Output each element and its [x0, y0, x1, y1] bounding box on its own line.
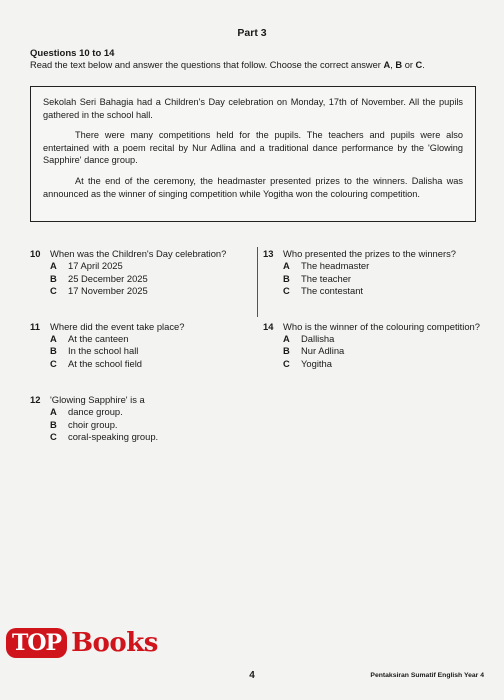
option-text: dance group. — [68, 406, 123, 417]
option-a[interactable] — [283, 333, 485, 346]
option-a[interactable] — [283, 260, 485, 273]
instruction-option-a: A — [383, 60, 391, 70]
option-letter: B — [283, 272, 290, 284]
option-letter: A — [283, 332, 290, 344]
question-text: 'Glowing Sapphire' is a — [50, 394, 145, 405]
option-c[interactable] — [50, 358, 255, 371]
instruction — [30, 60, 480, 70]
part-title: Part 3 — [237, 27, 267, 39]
logo-top-text: TOP — [6, 628, 67, 658]
option-letter: C — [283, 357, 290, 369]
option-letter: A — [50, 332, 57, 344]
option-text: The teacher — [301, 272, 352, 284]
question-number: 11 — [30, 320, 40, 332]
reading-passage — [30, 86, 476, 222]
question-number: 12 — [30, 394, 41, 405]
topbooks-logo — [6, 628, 158, 658]
option-text: At the canteen — [68, 332, 129, 344]
option-letter: B — [50, 418, 57, 430]
instruction-text: Read the text below and answer the questions that follow. Choose the correct answer — [30, 60, 384, 70]
option-c[interactable] — [50, 285, 255, 298]
option-text: At the school field — [68, 357, 143, 369]
book-title: Pentaksiran Sumatif English Year 4 — [370, 672, 484, 679]
option-letter: C — [50, 357, 57, 369]
instruction-option-b: B — [395, 60, 403, 70]
option-text: The headmaster — [301, 260, 370, 271]
question-number: 10 — [30, 248, 41, 259]
option-a[interactable] — [50, 406, 255, 419]
question-number: 14 — [263, 320, 274, 332]
option-letter: A — [50, 406, 57, 417]
question-text: Who presented the prizes to the winners? — [283, 248, 457, 259]
option-text: 17 November 2025 — [68, 285, 148, 296]
question-text: When was the Children's Day celebration? — [50, 248, 227, 259]
question-12 — [30, 394, 255, 444]
questions-right-column — [263, 248, 485, 384]
logo-books-text: Books — [71, 628, 158, 658]
option-text: coral-speaking group. — [68, 431, 159, 442]
instruction-end: . — [422, 60, 425, 70]
option-a[interactable] — [50, 260, 255, 273]
instruction-comma: , — [390, 60, 396, 70]
option-letter: B — [283, 345, 290, 356]
option-letter: B — [50, 272, 57, 284]
option-c[interactable] — [283, 358, 485, 371]
passage-paragraph-2: There were many competitions held for the pupils. The teachers and pupils were also entertained with a poem recital by Nur Adlina and a traditional dance performance by the 'Glowing Sapphire' dance group. — [43, 130, 463, 166]
question-14 — [263, 321, 485, 371]
option-text: Dallisha — [301, 332, 335, 344]
instruction-or: or — [402, 60, 416, 70]
option-b[interactable] — [283, 345, 485, 358]
option-letter: C — [283, 285, 290, 296]
question-number: 13 — [263, 248, 274, 259]
question-range: Questions 10 to 14 — [30, 48, 115, 59]
page-number: 4 — [249, 670, 255, 681]
option-text: The contestant — [301, 285, 364, 296]
option-text: Nur Adlina — [301, 345, 345, 356]
question-11 — [30, 321, 255, 371]
option-b[interactable] — [50, 273, 255, 286]
option-letter: B — [50, 345, 57, 356]
option-text: 25 December 2025 — [68, 272, 148, 284]
question-text: Where did the event take place? — [50, 320, 185, 332]
option-b[interactable] — [283, 273, 485, 286]
option-text: In the school hall — [68, 345, 139, 356]
passage-paragraph-1: Sekolah Seri Bahagia had a Children's Day celebration on Monday, 17th of November. All the pupils gathered in the school hall. — [43, 97, 463, 120]
option-c[interactable] — [50, 431, 255, 444]
questions-left-column — [30, 248, 255, 458]
column-divider — [257, 247, 258, 317]
option-letter: A — [50, 260, 57, 271]
question-10 — [30, 248, 255, 298]
option-c[interactable] — [283, 285, 485, 298]
option-b[interactable] — [50, 345, 255, 358]
option-letter: A — [283, 260, 290, 271]
question-text: Who is the winner of the colouring competition? — [283, 320, 480, 332]
option-text: 17 April 2025 — [68, 260, 123, 271]
option-text: choir group. — [68, 418, 118, 430]
passage-paragraph-3: At the end of the ceremony, the headmaster presented prizes to the winners. Dalisha was announced as the winner of singing competition while Yogitha won the colouring competition. — [43, 175, 463, 199]
option-a[interactable] — [50, 333, 255, 346]
option-letter: C — [50, 285, 57, 296]
option-b[interactable] — [50, 419, 255, 432]
option-letter: C — [50, 431, 57, 442]
question-13 — [263, 248, 485, 298]
instruction-option-c: C — [415, 60, 423, 70]
option-text: Yogitha — [301, 357, 332, 369]
